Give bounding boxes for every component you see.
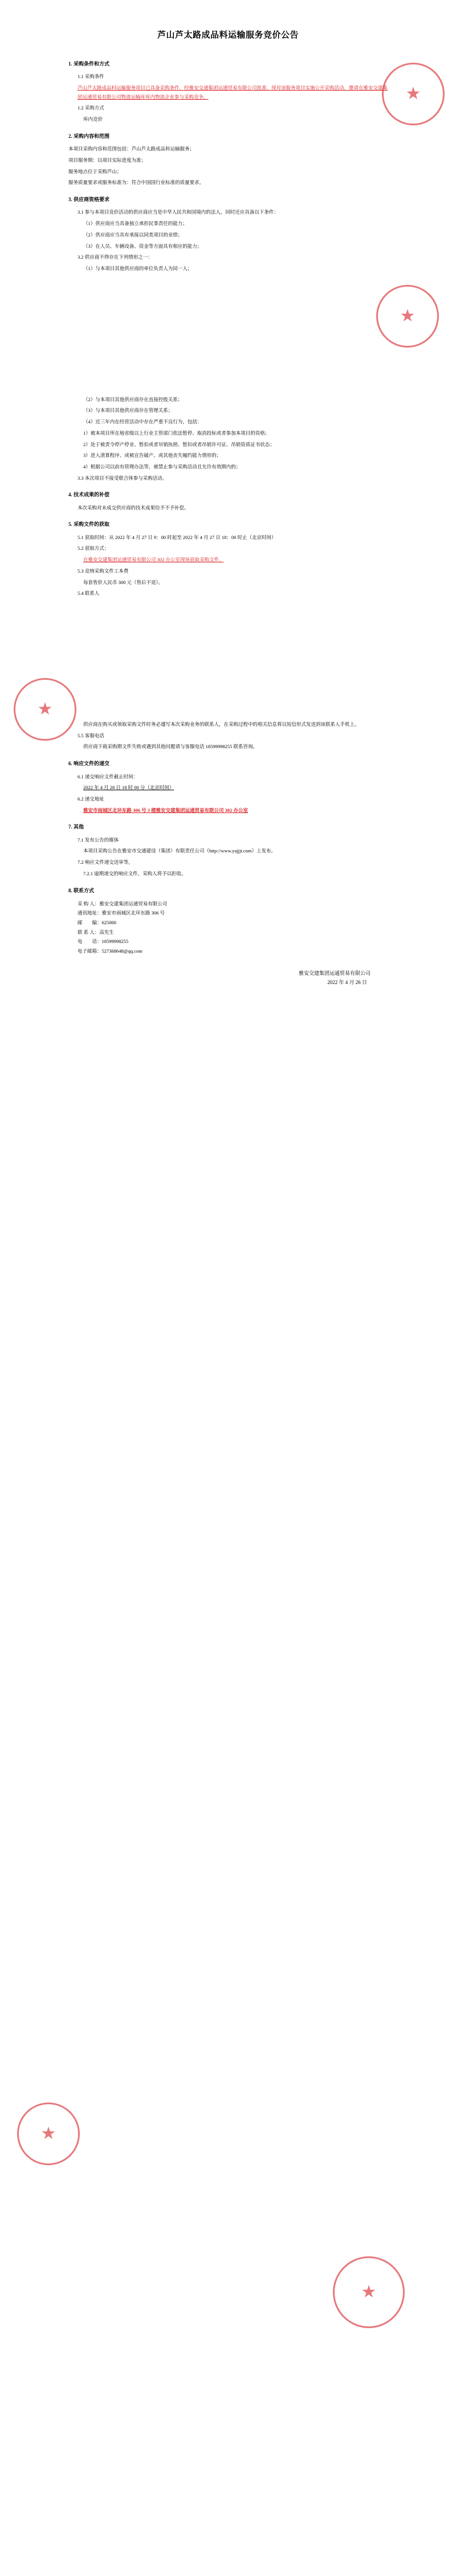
- section-line: 3.1 参与本项目竞价活动的供应商应当是中华人民共和国境内的法人，同时还应具备以下条件：: [78, 209, 279, 215]
- section-line: （1）与本项目其他供应商的单位负责人为同一人；: [83, 265, 193, 271]
- section-other: [68, 823, 388, 878]
- section-line: 7.2 响应文件递交送审等，: [78, 859, 133, 866]
- contact-address: 通讯地址：雅安市雨城区北环东路 306 号: [78, 910, 165, 916]
- section-line: 5.4 联系人: [78, 590, 100, 597]
- section-line: 1.1 采购条件: [78, 74, 104, 80]
- company-seal-icon: [333, 2256, 405, 2328]
- section-line: 5.2 获取方式：: [78, 545, 109, 552]
- contact-postcode: 邮 编：625000: [78, 919, 117, 925]
- section-line: 2）处于被责令停产停业、暂扣或者吊销执照、暂扣或者吊销许可证、吊销资质证书状态；: [83, 441, 275, 447]
- company-seal-icon: [382, 63, 445, 125]
- page-break-gap: [68, 601, 388, 720]
- section-procurement-conditions: [68, 60, 388, 124]
- contact-phone: 电 话：18599998255: [78, 938, 129, 945]
- section-submission: [68, 760, 388, 815]
- section-line: 7.1 发布公告的媒体: [78, 836, 119, 843]
- section-line: 1）被本项目所在地省级以上行业主管部门依法暂停、取消投标或者参加本项目的资格；: [83, 430, 270, 436]
- section-line: 4）根据公司以前有管理办法等，被禁止参与采购活动且允许有效期内的；: [83, 463, 241, 470]
- seal-star-icon: ★: [361, 2283, 377, 2301]
- page-title: 芦山芦太路成品料运输服务竞价公告: [157, 31, 299, 40]
- section-line: 项目服务期：以项目实际进度为准；: [68, 157, 146, 163]
- section-line: （4）近三年内在经营活动中存在严重不良行为，包括：: [83, 419, 202, 425]
- section-line: 3.3 本次项目不接受联合体参与采购活动。: [78, 475, 168, 481]
- section-document-acquisition: [68, 520, 388, 752]
- page-break-gap: [68, 276, 388, 395]
- section-line: （2）供应商应当具有承接以同类项目的业绩；: [83, 231, 183, 238]
- company-seal-icon: [14, 678, 76, 741]
- section-line: 供应商下载采购期文件失败或遇到其他问题请与客服电话 18599998255 联系咨询。: [83, 744, 258, 750]
- seal-star-icon: ★: [40, 2124, 56, 2143]
- section-line: 3）进入清算程序、或被宣告破产、或其他丧失履约能力情形的；: [83, 452, 222, 459]
- section-line: 每套售价人民币 300 元（售后不退）。: [83, 579, 164, 585]
- section-heading: 3. 供应商资格要求: [68, 197, 110, 203]
- section-line: （2）与本项目其他供应商存在直接控股关系；: [83, 396, 183, 402]
- seal-star-icon: ★: [405, 84, 421, 103]
- section-line: （3）在人员、车辆设备、资金等方面具有相应的能力；: [83, 243, 202, 249]
- section-line-highlight: 芦山芦太路成品料运输服务项目已具备采购条件，经雅安交通集团运通贸易有限公司批准，现对该服务项目实施公开采购活动，邀请在雅安交建集团运通贸易有限公司物流运输库库内物流企业参与采购竞争。: [78, 85, 388, 100]
- section-compensation: [68, 491, 388, 512]
- seal-star-icon: ★: [37, 700, 53, 718]
- section-heading: 2. 采购内容和范围: [68, 133, 110, 139]
- section-heading: 1. 采购条件和方式: [68, 61, 110, 67]
- section-line: 本项目采购公告在雅安市交通建设（集团）有限责任公司（http://www.yajjjt.com）上发布。: [83, 848, 276, 854]
- section-line: 本项目采购内容和范围包括：芦山芦太路成品料运输服务；: [68, 146, 195, 152]
- section-line: 5.1 获取时间：从 2022 年 4 月 27 日 9：00 时起至 2022 年 4 月 27 日 18：00 时止（北京时间）: [78, 534, 276, 540]
- section-line: （3）与本项目其他供应商存在管理关系；: [83, 407, 173, 414]
- section-heading: 6. 响应文件的递交: [68, 761, 110, 767]
- section-line: 6.1 递交响应文件截止时间：: [78, 773, 139, 779]
- contact-person: 联 系 人：高先生: [78, 929, 114, 935]
- section-heading: 7. 其他: [68, 824, 84, 830]
- section-line: 库内竞价: [83, 116, 103, 123]
- section-line: 供应商在购买或领取采购文件时务必遵写本次采购业务的联系人，在采购过程中的相关信息将以短信形式发送到该联系人手机上。: [83, 721, 360, 728]
- contact-email: 电子邮箱：527368648@qq.com: [78, 948, 142, 954]
- seal-star-icon: ★: [400, 307, 416, 325]
- contact-purchaser: 采 购 人：雅安交建集团运通贸易有限公司: [78, 900, 168, 907]
- section-line: 服务质量要求或服务标准为：符合中国国行业标准的质量要求。: [68, 179, 205, 186]
- section-scope: [68, 132, 388, 187]
- section-heading: 5. 采购文件的获取: [68, 521, 110, 528]
- section-line: 6.2 递交地址: [78, 795, 104, 802]
- company-seal-icon: [17, 2103, 80, 2165]
- section-contact: [68, 887, 388, 956]
- section-line: 本次采购对未成交供应商的技术成果给予不予补偿。: [78, 504, 189, 511]
- section-line: （1）供应商应当具备独立承担民事责任的能力；: [83, 221, 188, 227]
- section-line: 5.3 竞纳采购文件工本费: [78, 568, 129, 574]
- section-line: 2022 年 4 月 28 日 18 时 00 分（北京时间）: [83, 785, 174, 791]
- section-line: 3.2 供应商不得存在下列情形之一：: [78, 254, 153, 260]
- section-line: 1.2 采购方式: [78, 105, 104, 111]
- section-line: 5.5 客服电话: [78, 732, 104, 738]
- signature-date: 2022 年 4 月 26 日: [327, 979, 367, 986]
- section-heading: 8. 联系方式: [68, 887, 95, 893]
- section-heading: 4. 技术成果的补偿: [68, 492, 110, 498]
- section-line-highlight: 在雅安交建集团运通贸易有限公司 302 办公室现场获取采购文件。: [83, 557, 224, 563]
- section-line: 7.2.1 逾期递交的响应文件，采购人将予以拒收。: [83, 870, 186, 876]
- section-line: 服务地点位于采购芦山；: [68, 168, 122, 174]
- signature-org: 雅安交建集团运通贸易有限公司: [298, 970, 370, 977]
- section-line-highlight: 雅安市雨城区北环东路 306 号 3 楼雅安交建集团运通贸易有限公司 302 办公室: [83, 807, 249, 813]
- section-supplier-qualifications: [68, 195, 388, 483]
